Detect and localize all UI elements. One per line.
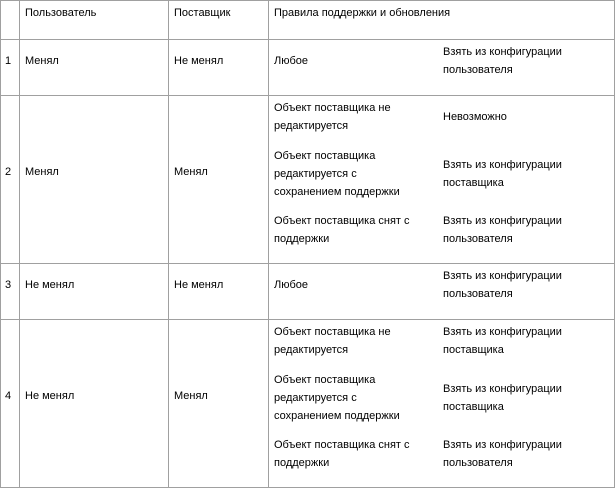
row-4-num-cell xyxy=(1,320,20,488)
rule-result: пользователя xyxy=(443,233,513,245)
row-3-user-cell xyxy=(20,264,169,320)
rule-result: Невозможно xyxy=(443,111,507,123)
row-vendor: Менял xyxy=(174,390,208,402)
row-user: Менял xyxy=(25,55,59,67)
row-4-user-cell xyxy=(20,320,169,488)
row-4-vendor-cell xyxy=(169,320,269,488)
row-user: Не менял xyxy=(25,279,75,291)
rule-result: Взять из конфигурации xyxy=(443,159,562,171)
rule-result: Взять из конфигурации xyxy=(443,270,562,282)
rule-condition: редактируется xyxy=(274,344,349,356)
rule-result: пользователя xyxy=(443,64,513,76)
header-vendor: Поставщик xyxy=(174,7,231,19)
row-3-vendor-cell xyxy=(169,264,269,320)
rule-condition: редактируется с xyxy=(274,392,357,404)
rule-result: поставщика xyxy=(443,344,504,356)
rule-result: пользователя xyxy=(443,457,513,469)
rule-condition: Любое xyxy=(274,279,309,291)
rule-result: поставщика xyxy=(443,177,504,189)
rule-result: пользователя xyxy=(443,288,513,300)
row-3-rules-cell xyxy=(269,264,615,320)
rule-condition: поддержки xyxy=(274,457,330,469)
rule-condition: Объект поставщика снят с xyxy=(274,215,410,227)
rule-condition: Объект поставщика не xyxy=(274,102,391,114)
header-rules: Правила поддержки и обновления xyxy=(274,7,451,19)
row-vendor: Не менял xyxy=(174,55,224,67)
row-4-rules-cell xyxy=(269,320,615,488)
rule-condition: Любое xyxy=(274,55,309,67)
header-user: Пользователь xyxy=(25,7,97,19)
rule-result: Взять из конфигурации xyxy=(443,215,562,227)
row-2-user-cell xyxy=(20,96,169,264)
header-rules-cell xyxy=(269,1,615,40)
rule-condition: Объект поставщика снят с xyxy=(274,439,410,451)
rule-condition: поддержки xyxy=(274,233,330,245)
row-vendor: Менял xyxy=(174,166,208,178)
row-user: Не менял xyxy=(25,390,75,402)
rule-condition: Объект поставщика не xyxy=(274,326,391,338)
row-1-num-cell xyxy=(1,40,20,96)
row-num: 2 xyxy=(5,166,12,178)
rule-result: Взять из конфигурации xyxy=(443,439,562,451)
header-user-cell xyxy=(20,1,169,40)
rule-condition: сохранением поддержки xyxy=(274,186,400,198)
rule-condition: редактируется xyxy=(274,120,349,132)
rule-condition: сохранением поддержки xyxy=(274,410,400,422)
header-num-cell xyxy=(1,1,20,40)
row-num: 1 xyxy=(5,55,12,67)
row-2-num-cell xyxy=(1,96,20,264)
row-1-rules-cell xyxy=(269,40,615,96)
row-1-vendor-cell xyxy=(169,40,269,96)
rule-condition: Объект поставщика xyxy=(274,374,376,386)
row-2-rules-cell xyxy=(269,96,615,264)
row-user: Менял xyxy=(25,166,59,178)
row-2-vendor-cell xyxy=(169,96,269,264)
rule-result: Взять из конфигурации xyxy=(443,46,562,58)
row-vendor: Не менял xyxy=(174,279,224,291)
row-num: 4 xyxy=(5,390,12,402)
rule-condition: редактируется с xyxy=(274,168,357,180)
rule-result: Взять из конфигурации xyxy=(443,383,562,395)
row-3-num-cell xyxy=(1,264,20,320)
rule-condition: Объект поставщика xyxy=(274,150,376,162)
rule-result: поставщика xyxy=(443,401,504,413)
row-num: 3 xyxy=(5,279,12,291)
rule-result: Взять из конфигурации xyxy=(443,326,562,338)
row-1-user-cell xyxy=(20,40,169,96)
header-vendor-cell xyxy=(169,1,269,40)
